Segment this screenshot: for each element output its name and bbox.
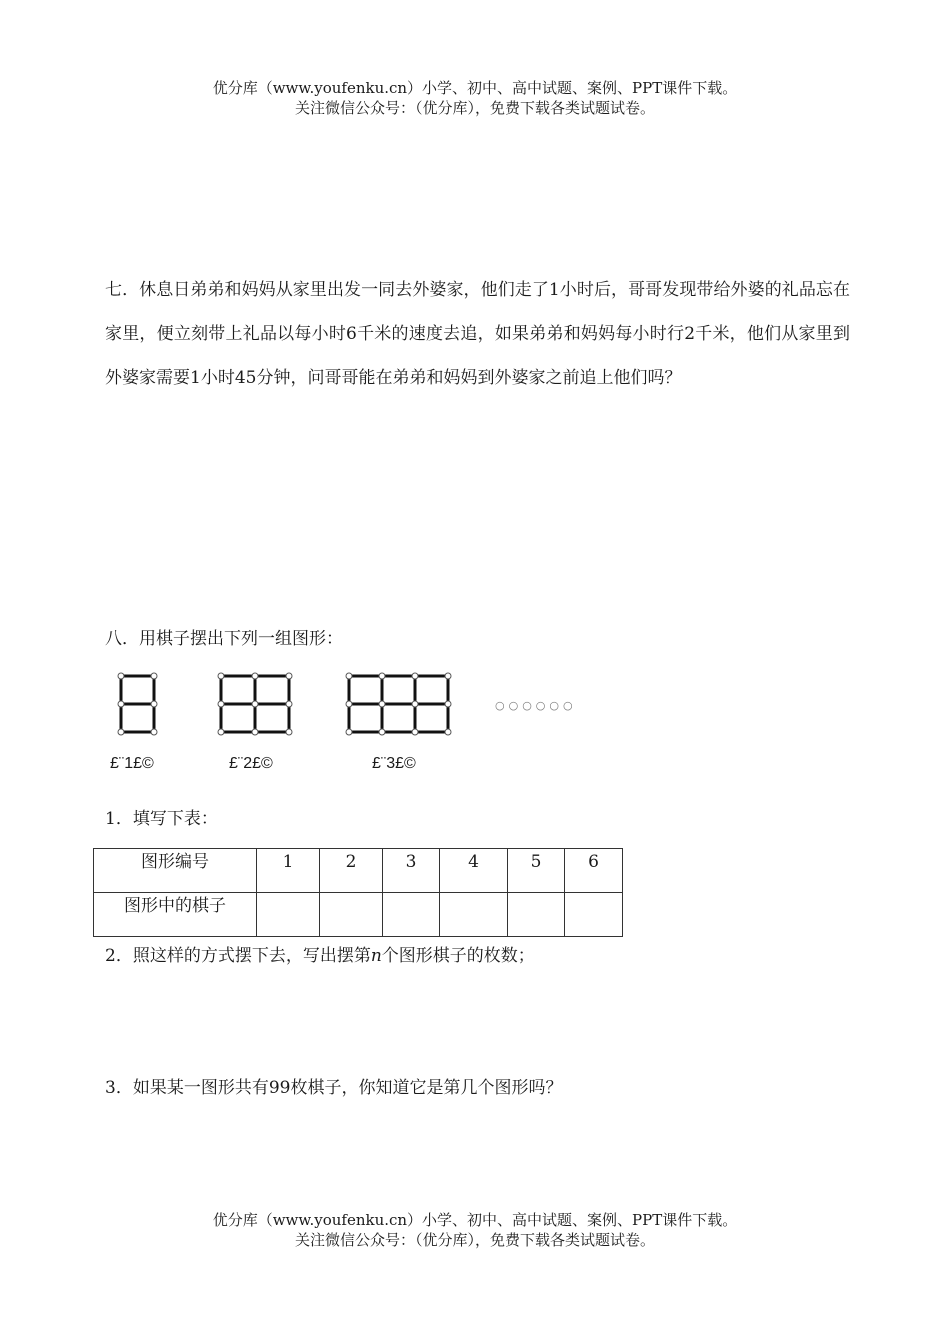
row-header-piece-count: 图形中的棋子 <box>94 893 257 937</box>
table-row-pieces <box>94 893 623 937</box>
page-footer <box>0 1210 950 1250</box>
answer-cell <box>565 893 623 937</box>
figure-number-cell: 5 <box>508 849 565 893</box>
header-line-2: 关注微信公众号：（优分库），免费下载各类试题试卷。 <box>294 99 655 117</box>
row-header-figure-number: 图形编号 <box>94 849 257 893</box>
table-row-numbers <box>94 849 623 893</box>
fill-in-table <box>93 848 623 937</box>
chess-piece-figures <box>0 660 950 750</box>
answer-cell <box>508 893 565 937</box>
figure-number-cell: 2 <box>320 849 383 893</box>
continuation-ellipsis: ○○○○○○ <box>495 699 577 712</box>
answer-cell <box>440 893 508 937</box>
subquestion-2-suffix: 个图形棋子的枚数； <box>381 946 535 966</box>
subquestion-1: 1．填写下表： <box>105 809 218 829</box>
footer-line-2: 关注微信公众号：（优分库），免费下载各类试题试卷。 <box>294 1231 655 1249</box>
subquestion-2 <box>105 941 535 966</box>
question-8-title: 八．用棋子摆出下列一组图形： <box>105 629 343 649</box>
figure-1 <box>121 676 154 732</box>
variable-n: n <box>370 946 382 966</box>
answer-cell <box>383 893 440 937</box>
figure-number-cell: 6 <box>565 849 623 893</box>
figure-caption-1: £¨1£© <box>110 755 154 772</box>
figure-number-cell: 3 <box>383 849 440 893</box>
answer-cell <box>257 893 320 937</box>
figure-number-cell: 1 <box>257 849 320 893</box>
footer-line-1: 优分库（www.youfenku.cn）小学、初中、高中试题、案例、PPT课件下载。 <box>212 1211 738 1229</box>
header-line-1: 优分库（www.youfenku.cn）小学、初中、高中试题、案例、PPT课件下载。 <box>212 79 738 97</box>
figure-3 <box>349 676 448 732</box>
subquestion-3: 3．如果某一图形共有99枚棋子，你知道它是第几个图形吗？ <box>105 1078 563 1098</box>
page-header <box>0 78 950 118</box>
subquestion-2-prefix: 2．照这样的方式摆下去，写出摆第 <box>105 946 371 966</box>
figure-number-cell: 4 <box>440 849 508 893</box>
question-7-text: 七．休息日弟弟和妈妈从家里出发一同去外婆家，他们走了1小时后，哥哥发现带给外婆的礼品忘在家里，便立刻带上礼品以每小时6千米的速度去追，如果弟弟和妈妈每小时行2千米，他们从家里到外婆家需要1小时45分钟，问哥哥能在弟弟和妈妈到外婆家之前追上他们吗？ <box>105 280 850 388</box>
figure-caption-3: £¨3£© <box>372 755 416 772</box>
answer-cell <box>320 893 383 937</box>
figure-caption-2: £¨2£© <box>229 755 273 772</box>
